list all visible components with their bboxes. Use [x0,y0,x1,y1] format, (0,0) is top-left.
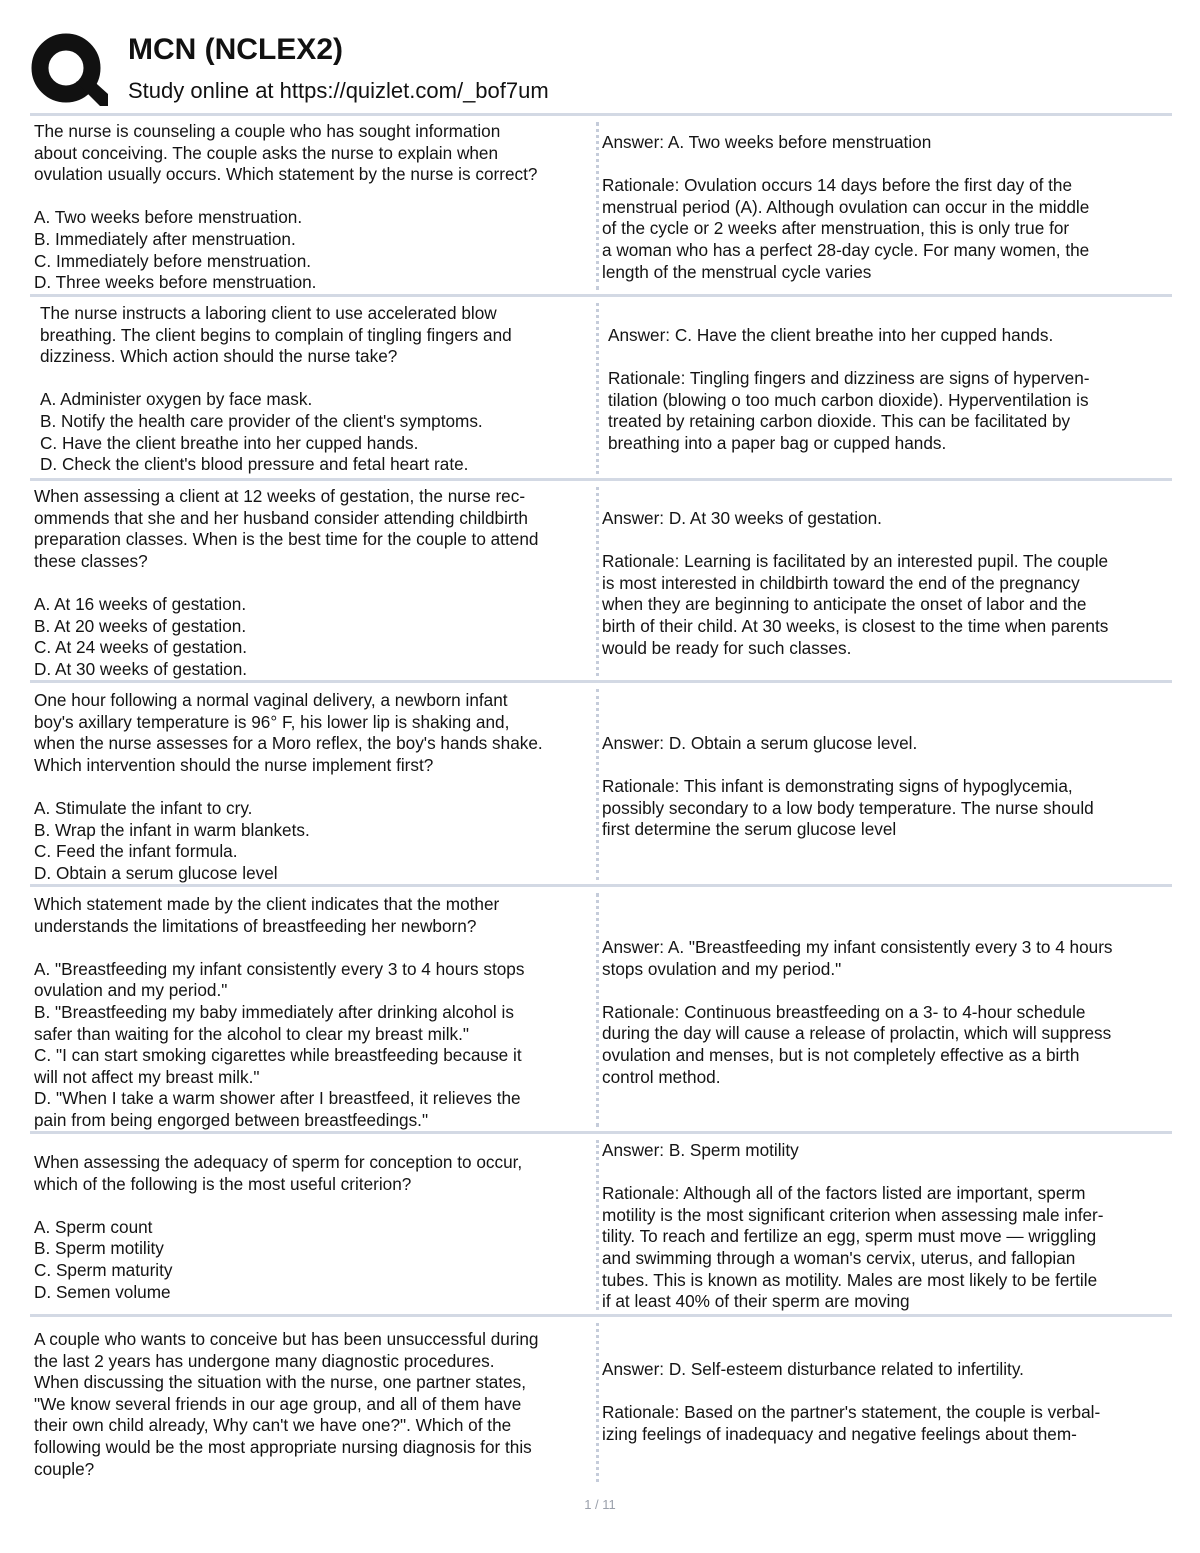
paragraph-gap [34,572,594,594]
answer-option: C. Feed the infant formula. [34,841,238,862]
flashcard [30,680,1172,884]
answer-text [602,508,1170,659]
question-line: which of the following is the most useful criterion? [34,1173,412,1194]
rationale-line: during the day will cause a release of prolactin, which will suppress [602,1023,1112,1044]
question-line: The nurse is counseling a couple who has sought information [34,121,501,141]
question-text [34,486,594,680]
question-text [34,1152,594,1303]
answer-option: A. Sperm count [34,1216,153,1237]
rationale-line: tilation (blowing o too much carbon dioxide). Hyperventilation is [608,389,1089,410]
rationale-line: motility is the most significant criterion when assessing male infer- [602,1204,1104,1225]
question-line: couple? [34,1458,95,1479]
question-line: ommends that she and her husband consider attending childbirth [34,507,528,528]
column-divider [596,893,599,1127]
rationale-line: tility. To reach and fertilize an egg, sperm must move — wriggling [602,1226,1097,1247]
answer-line: Answer: B. Sperm motility [602,1140,799,1160]
rationale-line: treated by retaining carbon dioxide. This can be facilitated by [608,411,1071,432]
question-line: understands the limitations of breastfeeding her newborn? [34,915,477,936]
rationale-line: control method. [602,1066,721,1087]
rationale-line: if at least 40% of their sperm are moving [602,1291,910,1312]
paragraph-gap [602,530,1170,552]
flashcard [30,113,1172,294]
answer-option: B. Wrap the infant in warm blankets. [34,819,310,840]
rationale-line: and swimming through a woman's cervix, uterus, and fallopian [602,1247,1076,1268]
question-line: when the nurse assesses for a Moro reflex, the boy's hands shake. [34,733,543,754]
paragraph-gap [34,776,594,798]
answer-text [602,1359,1170,1445]
question-text [34,121,594,294]
question-line: A couple who wants to conceive but has been unsuccessful during [34,1329,539,1349]
rationale-line: Rationale: Continuous breastfeeding on a 3- to 4-hour schedule [602,1001,1086,1022]
rationale-line: when they are beginning to anticipate the onset of labor and the [602,594,1087,615]
paragraph-gap [34,1195,594,1217]
answer-option: ovulation and my period." [34,980,228,1001]
answer-option: D. At 30 weeks of gestation. [34,658,248,679]
question-text [40,303,596,476]
paragraph-gap [34,937,594,959]
question-line: Which intervention should the nurse implement first? [34,754,434,775]
flashcard [30,478,1172,680]
question-line: their own child already, Why can't we have one?". Which of the [34,1415,512,1436]
answer-option: C. At 24 weeks of gestation. [34,637,248,658]
question-text [34,1329,594,1480]
paragraph-gap [602,1162,1170,1184]
paragraph-gap [40,368,596,390]
document-header [30,28,1180,112]
answer-line: Answer: A. "Breastfeeding my infant consistently every 3 to 4 hours [602,937,1113,957]
rationale-line: Rationale: Tingling fingers and dizziness are signs of hyperven- [608,368,1090,389]
flashcard [30,1314,1172,1486]
answer-option: C. "I can start smoking cigarettes while breastfeeding because it [34,1045,522,1066]
flashcard [30,884,1172,1131]
paragraph-gap [34,186,594,208]
column-divider [596,487,599,676]
rationale-line: Rationale: Ovulation occurs 14 days before the first day of the [602,175,1073,196]
answer-text [602,937,1170,1088]
rationale-line: menstrual period (A). Although ovulation can occur in the middle [602,196,1090,217]
quizlet-logo-icon [30,32,108,108]
page-number: 1 / 11 [584,1497,616,1512]
question-line: The nurse instructs a laboring client to use accelerated blow [40,303,497,323]
question-line: the last 2 years has undergone many diagnostic procedures. [34,1350,495,1371]
study-link[interactable]: Study online at https://quizlet.com/_bof7um [128,78,549,103]
answer-option: A. Stimulate the infant to cry. [34,797,253,818]
answer-option: B. At 20 weeks of gestation. [34,615,247,636]
answer-line: stops ovulation and my period." [602,958,842,979]
rationale-line: izing feelings of inadequacy and negative feelings about them- [602,1423,1077,1444]
rationale-line: of the cycle or 2 weeks after menstruation, this is only true for [602,218,1070,239]
question-line: "We know several friends in our age group, and all of them have [34,1393,522,1414]
column-divider [596,303,599,474]
rationale-line: Rationale: Although all of the factors listed are important, sperm [602,1183,1086,1204]
answer-option: pain from being engorged between breastfeedings." [34,1109,429,1130]
column-divider [596,1140,599,1310]
answer-option: will not affect my breast milk." [34,1066,260,1087]
answer-option: A. Administer oxygen by face mask. [40,389,313,410]
paragraph-gap [602,154,1170,176]
question-line: When assessing a client at 12 weeks of gestation, the nurse rec- [34,486,526,506]
question-line: When assessing the adequacy of sperm for conception to occur, [34,1152,523,1172]
flashcard [30,294,1172,478]
question-text [34,690,594,884]
paragraph-gap [602,980,1170,1002]
paragraph-gap [602,755,1170,777]
question-line: about conceiving. The couple asks the nurse to explain when [34,142,499,163]
rationale-line: would be ready for such classes. [602,637,852,658]
rationale-line: ovulation and menses, but is not completely effective as a birth [602,1044,1080,1065]
answer-line: Answer: A. Two weeks before menstruation [602,132,932,152]
question-line: One hour following a normal vaginal delivery, a newborn infant [34,690,508,710]
answer-line: Answer: D. At 30 weeks of gestation. [602,508,882,528]
paragraph-gap [602,1381,1170,1403]
answer-option: C. Have the client breathe into her cupped hands. [40,432,419,453]
rationale-line: first determine the serum glucose level [602,819,897,840]
flashcard [30,1131,1172,1314]
rationale-line: Rationale: This infant is demonstrating signs of hypoglycemia, [602,776,1073,797]
answer-option: D. "When I take a warm shower after I breastfeed, it relieves the [34,1088,521,1109]
answer-line: Answer: D. Self-esteem disturbance related to infertility. [602,1359,1024,1379]
question-line: ovulation usually occurs. Which statement by the nurse is correct? [34,164,538,185]
question-line: preparation classes. When is the best time for the couple to attend [34,529,539,550]
rationale-line: a woman who has a perfect 28-day cycle. For many women, the [602,239,1090,260]
rationale-line: Rationale: Learning is facilitated by an interested pupil. The couple [602,551,1109,572]
answer-line: Answer: D. Obtain a serum glucose level. [602,733,918,753]
rationale-line: tubes. This is known as motility. Males are most likely to be fertile [602,1269,1098,1290]
answer-option: D. Three weeks before menstruation. [34,272,317,293]
answer-text [602,132,1170,283]
column-divider [596,1323,599,1482]
rationale-line: is most interested in childbirth toward the end of the pregnancy [602,572,1080,593]
rationale-line: Rationale: Based on the partner's statement, the couple is verbal- [602,1402,1101,1423]
answer-option: B. Notify the health care provider of the client's symptoms. [40,410,483,431]
answer-option: B. Immediately after menstruation. [34,228,296,249]
question-line: breathing. The client begins to complain of tingling fingers and [40,324,512,345]
document-title: MCN (NCLEX2) [128,33,343,66]
answer-text [602,1140,1170,1313]
answer-option: A. Two weeks before menstruation. [34,207,303,228]
answer-option: B. "Breastfeeding my baby immediately after drinking alcohol is [34,1001,514,1022]
rationale-line: possibly secondary to a low body temperature. The nurse should [602,797,1094,818]
question-line: boy's axillary temperature is 96° F, his lower lip is shaking and, [34,711,510,732]
answer-line: Answer: C. Have the client breathe into her cupped hands. [608,325,1054,345]
answer-option: C. Immediately before menstruation. [34,250,312,271]
question-line: dizziness. Which action should the nurse take? [40,346,398,367]
question-line: Which statement made by the client indicates that the mother [34,894,500,914]
answer-option: D. Check the client's blood pressure and fetal heart rate. [40,454,469,475]
answer-option: B. Sperm motility [34,1238,164,1259]
answer-text [608,325,1170,455]
answer-option: A. "Breastfeeding my infant consistently every 3 to 4 hours stops [34,958,525,979]
answer-text [602,733,1170,841]
answer-option: D. Semen volume [34,1281,171,1302]
answer-option: C. Sperm maturity [34,1259,173,1280]
answer-option: D. Obtain a serum glucose level [34,862,278,883]
question-line: following would be the most appropriate nursing diagnosis for this [34,1436,532,1457]
rationale-line: length of the menstrual cycle varies [602,261,872,282]
rationale-line: breathing into a paper bag or cupped hands. [608,432,947,453]
question-text [34,894,594,1132]
rationale-line: birth of their child. At 30 weeks, is closest to the time when parents [602,615,1109,636]
answer-option: A. At 16 weeks of gestation. [34,593,247,614]
column-divider [596,689,599,880]
question-line: these classes? [34,550,148,571]
column-divider [596,122,599,290]
paragraph-gap [608,347,1170,369]
answer-option: safer than waiting for the alcohol to clear my breast milk." [34,1023,470,1044]
question-line: When discussing the situation with the nurse, one partner states, [34,1372,527,1393]
